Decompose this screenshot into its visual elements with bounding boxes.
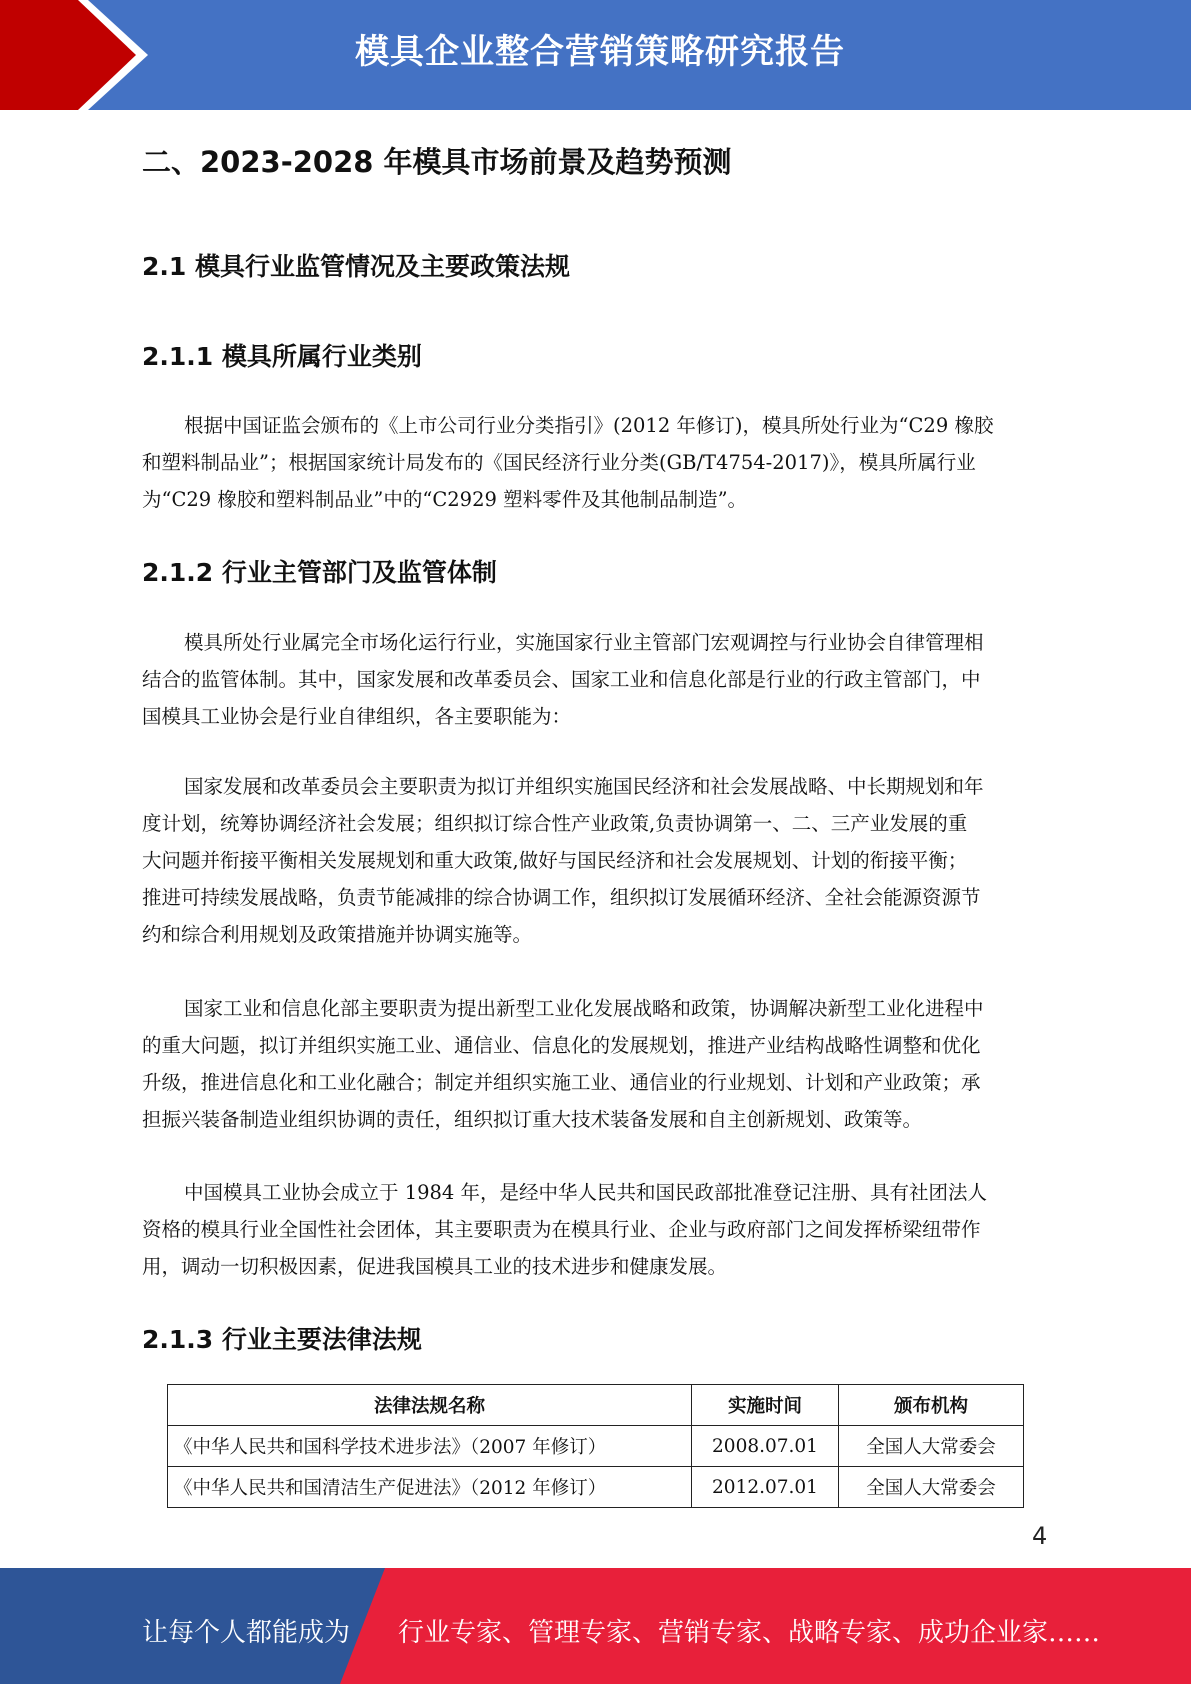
- cell-effective-date: 2012.07.01: [692, 1467, 839, 1508]
- text-line: 国家工业和信息化部主要职责为提出新型工业化发展战略和政策，协调解决新型工业化进程中: [184, 997, 984, 1020]
- paragraph-regulatory-system: [142, 624, 1046, 735]
- subsection-2-1-3-title: 2.1.3 行业主要法律法规: [142, 1325, 422, 1354]
- subsection-2-1-2-title: 2.1.2 行业主管部门及监管体制: [142, 558, 497, 587]
- text-line: 用，调动一切积极因素，促进我国模具工业的技术进步和健康发展。: [142, 1255, 728, 1278]
- text-line: 担振兴装备制造业组织协调的责任，组织拟订重大技术装备发展和自主创新规划、政策等。: [142, 1108, 923, 1131]
- cell-issuer: 全国人大常委会: [839, 1426, 1024, 1467]
- text-line: 度计划，统筹协调经济社会发展；组织拟订综合性产业政策,负责协调第一、二、三产业发展的重: [142, 812, 968, 835]
- cell-effective-date: 2008.07.01: [692, 1426, 839, 1467]
- text-line: 国家发展和改革委员会主要职责为拟订并组织实施国民经济和社会发展战略、中长期规划和年: [184, 775, 984, 798]
- cell-law-name: 《中华人民共和国清洁生产促进法》（2012 年修订）: [168, 1467, 692, 1508]
- footer-slogan-right: 行业专家、管理专家、营销专家、战略专家、成功企业家……: [398, 1618, 1101, 1648]
- column-header-effective-date: 实施时间: [692, 1385, 839, 1426]
- text-line: 中国模具工业协会成立于 1984 年，是经中华人民共和国民政部批准登记注册、具有社团法人: [184, 1181, 988, 1204]
- text-line: 国模具工业协会是行业自律组织，各主要职能为：: [142, 705, 572, 728]
- text-line: 推进可持续发展战略，负责节能减排的综合协调工作，组织拟订发展循环经济、全社会能源资源节: [142, 886, 981, 909]
- header-title: 模具企业整合营销策略研究报告: [355, 32, 845, 72]
- section-title: 二、2023-2028 年模具市场前景及趋势预测: [142, 145, 732, 179]
- cell-law-name: 《中华人民共和国科学技术进步法》（2007 年修订）: [168, 1426, 692, 1467]
- table-clip: [160, 1509, 1040, 1549]
- text-line: 大问题并衔接平衡相关发展规划和重大政策,做好与国民经济和社会发展规划、计划的衔接平衡；: [142, 849, 968, 872]
- table-row: [168, 1467, 1024, 1508]
- laws-table: [167, 1384, 1024, 1508]
- table-row: [168, 1426, 1024, 1467]
- text-line: 为“C29 橡胶和塑料制品业”中的“C2929 塑料零件及其他制品制造”。: [142, 488, 748, 511]
- page-footer: [0, 1568, 1191, 1684]
- subsection-2-1-title: 2.1 模具行业监管情况及主要政策法规: [142, 252, 570, 281]
- text-line: 资格的模具行业全国性社会团体，其主要职责为在模具行业、企业与政府部门之间发挥桥梁纽带作: [142, 1218, 981, 1241]
- text-line: 结合的监管体制。其中，国家发展和改革委员会、国家工业和信息化部是行业的行政主管部门，中: [142, 668, 981, 691]
- paragraph-miit-duties: [142, 990, 1046, 1138]
- paragraph-association-duties: [142, 1174, 1046, 1285]
- subsection-2-1-1-title: 2.1.1 模具所属行业类别: [142, 342, 422, 371]
- text-line: 根据中国证监会颁布的《上市公司行业分类指引》(2012 年修订)，模具所处行业为“C29 橡胶: [184, 414, 994, 437]
- text-line: 的重大问题，拟订并组织实施工业、通信业、信息化的发展规划，推进产业结构战略性调整和优化: [142, 1034, 981, 1057]
- cell-issuer: 全国人大常委会: [839, 1467, 1024, 1508]
- text-line: 模具所处行业属完全市场化运行行业，实施国家行业主管部门宏观调控与行业协会自律管理相: [184, 631, 984, 654]
- text-line: 约和综合利用规划及政策措施并协调实施等。: [142, 923, 533, 946]
- column-header-issuer: 颁布机构: [839, 1385, 1024, 1426]
- page-number: 4: [1032, 1522, 1048, 1550]
- page-header: [0, 0, 1191, 110]
- column-header-law-name: 法律法规名称: [168, 1385, 692, 1426]
- paragraph-industry-category: [142, 407, 1046, 518]
- text-line: 和塑料制品业”；根据国家统计局发布的《国民经济行业分类(GB/T4754-2017)》，模具所属行业: [142, 451, 976, 474]
- table-header-row: [168, 1385, 1024, 1426]
- footer-slogan-left: 让每个人都能成为: [142, 1618, 351, 1648]
- text-line: 升级，推进信息化和工业化融合；制定并组织实施工业、通信业的行业规划、计划和产业政策；承: [142, 1071, 981, 1094]
- header-chevron-icon: [0, 0, 160, 110]
- paragraph-ndrc-duties: [142, 768, 1046, 953]
